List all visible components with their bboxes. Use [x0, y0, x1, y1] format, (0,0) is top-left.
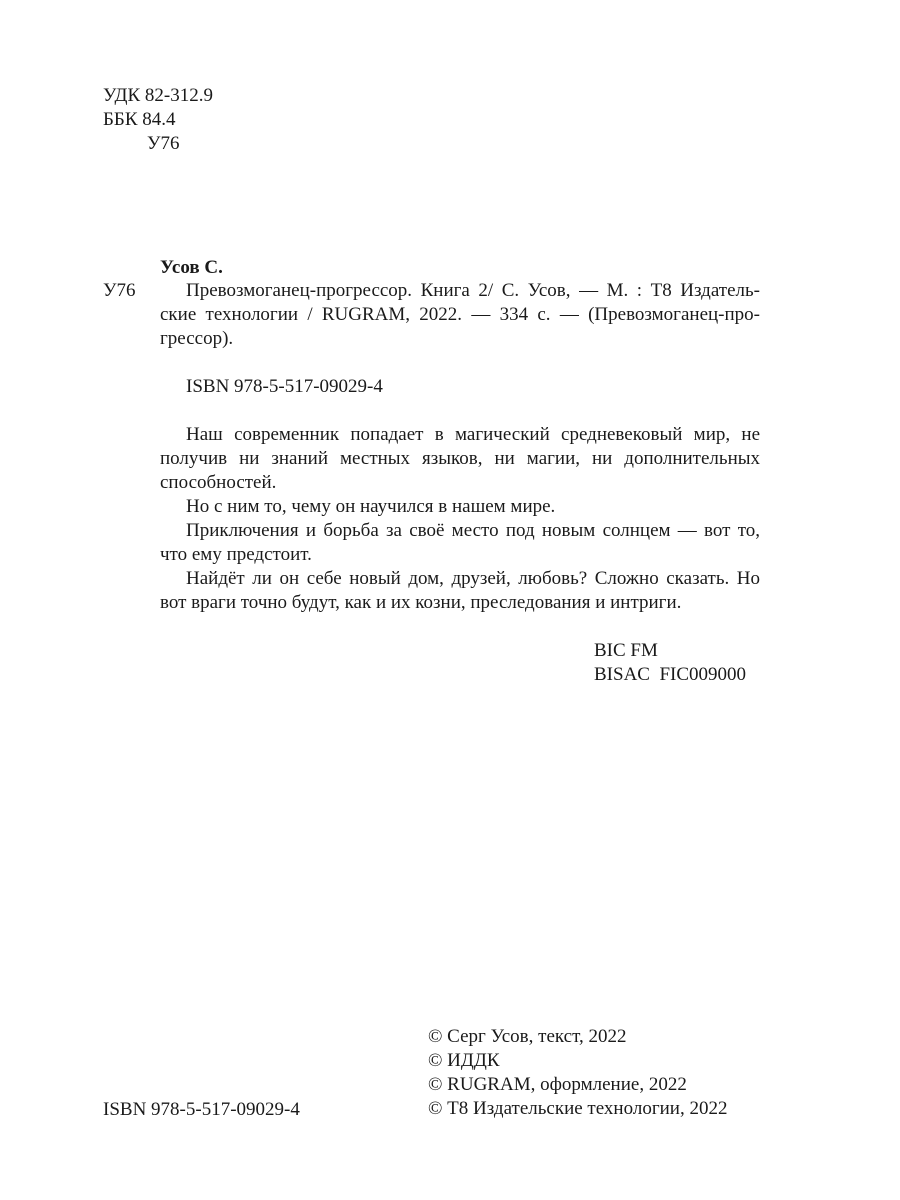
copyright-block — [428, 1025, 727, 1121]
bisac-code: BISAC FIC009000 — [594, 664, 747, 685]
copyright-line: © Серг Усов, текст, 2022 — [428, 1026, 627, 1047]
annotation-paragraph: Но с ним то, чему он научился в нашем мире. — [186, 496, 556, 517]
annotation-paragraph: Наш современник попадает в магический средневековый мир, не получив ни знаний местных языков, ни магии, ни дополнительных способностей. — [160, 424, 760, 493]
subject-codes — [594, 639, 746, 687]
bic-code: BIC FM — [594, 640, 658, 661]
biblio-line: ские технологии / RUGRAM, 2022. — 334 с. — (Превозмоганец-про- — [160, 304, 760, 325]
copyright-line: © Т8 Издательские технологии, 2022 — [428, 1098, 728, 1119]
bbk-code: ББК 84.4 — [103, 109, 176, 130]
isbn-footer: ISBN 978-5-517-09029-4 — [103, 1099, 300, 1120]
classification-block — [103, 84, 213, 156]
author-name: Усов С. — [160, 257, 223, 278]
copyright-line: © ИДДК — [428, 1050, 500, 1071]
annotation-paragraph: Найдёт ли он себе новый дом, друзей, любовь? Сложно сказать. Но вот враги точно будут, как и их козни, преследования и интриги. — [160, 568, 760, 613]
copyright-line: © RUGRAM, оформление, 2022 — [428, 1074, 687, 1095]
biblio-line: грессор). — [160, 328, 234, 349]
biblio-line: Превозмоганец-прогрессор. Книга 2/ С. Усов, — М. : Т8 Издатель- — [186, 280, 760, 301]
annotation-paragraph: Приключения и борьба за своё место под новым солнцем — вот то, что ему предстоит. — [160, 520, 760, 565]
annotation — [160, 423, 760, 615]
bibliographic-description — [160, 279, 760, 351]
cutter-mark: У76 — [103, 280, 136, 301]
isbn-record: ISBN 978-5-517-09029-4 — [186, 376, 383, 397]
udk-code: УДК 82-312.9 — [103, 85, 213, 106]
cutter-code: У76 — [147, 133, 180, 154]
